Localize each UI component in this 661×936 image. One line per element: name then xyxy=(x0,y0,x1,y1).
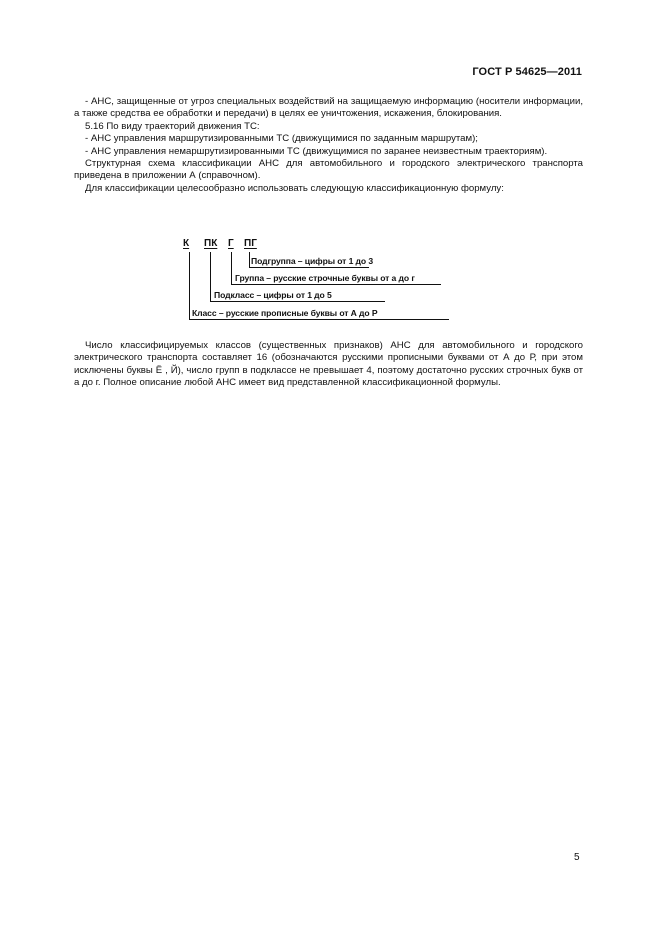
connector-class-vertical xyxy=(189,252,190,320)
formula-code-subgroup: ПГ xyxy=(244,238,257,249)
formula-label-group: Группа – русские строчные буквы от а до г xyxy=(235,273,415,283)
connector-subgroup-horizontal xyxy=(249,267,369,268)
paragraph: - АНС управления маршрутизированными ТС (движущимися по заданным маршрутам); xyxy=(85,133,478,145)
classification-formula xyxy=(180,238,460,328)
connector-subgroup-vertical xyxy=(249,252,250,268)
page-number: 5 xyxy=(574,852,580,863)
formula-code-class: К xyxy=(183,238,190,249)
connector-group-horizontal xyxy=(231,284,441,285)
connector-group-vertical xyxy=(231,252,232,285)
paragraph: Структурная схема классификации АНС для автомобильного и городского электрического транспорта приведена в приложении А (справочном). xyxy=(74,158,583,182)
formula-label-class: Класс – русские прописные буквы от А до Р xyxy=(192,308,378,318)
body-text-bottom xyxy=(74,340,583,390)
connector-subclass-vertical xyxy=(210,252,211,302)
connector-subclass-horizontal xyxy=(210,301,385,302)
document-code-header: ГОСТ Р 54625—2011 xyxy=(472,66,582,78)
body-text-top xyxy=(74,96,583,195)
section-heading-5-16: 5.16 По виду траекторий движения ТС: xyxy=(85,120,260,132)
paragraph: Число классифицируемых классов (существенных признаков) АНС для автомобильного и городского электрического транспорта составляет 16 (обозначаются русскими прописными буквами от А до Р, при этом исключены буквы Ё , Й), число групп в подклассе не превышает 4, поэтому достаточно русских строчных букв от а до г. Полное описание любой АНС имеет вид представленной классификационной формулы. xyxy=(74,340,583,389)
paragraph: - АНС, защищенные от угроз специальных воздействий на защищаемую информацию (носители информации, а также средства ее обработки и передачи) в целях ее уничтожения, искажения, блокирования. xyxy=(74,96,583,120)
paragraph: - АНС управления немаршрутизированными ТС (движущимися по заранее неизвестным траекториям). xyxy=(85,145,548,157)
formula-code-group: Г xyxy=(228,238,234,249)
connector-class-horizontal xyxy=(189,319,449,320)
formula-code-subclass: ПК xyxy=(204,238,218,249)
paragraph: Для классификации целесообразно использовать следующую классификационную формулу: xyxy=(85,182,504,194)
formula-label-subclass: Подкласс – цифры от 1 до 5 xyxy=(214,290,332,300)
formula-label-subgroup: Подгруппа – цифры от 1 до 3 xyxy=(251,256,374,266)
